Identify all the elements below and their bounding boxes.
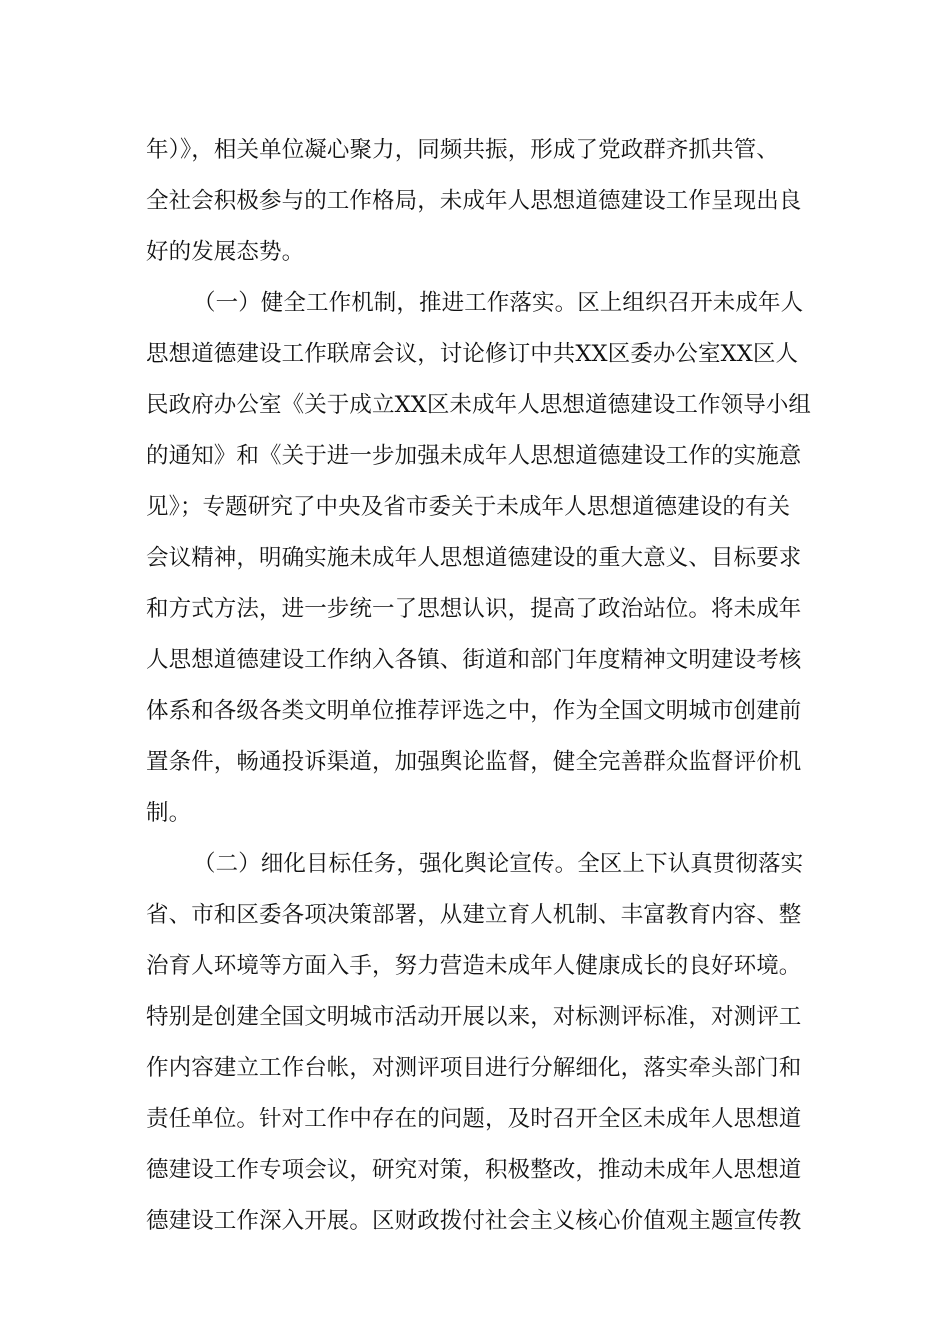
- text-line-11: 人思想道德建设工作纳入各镇、街道和部门年度精神文明建设考核: [146, 647, 802, 673]
- text-line-12: 体系和各级各类文明单位推荐评选之中，作为全国文明城市创建前: [146, 698, 802, 724]
- paragraph-heading-1: （一）健全工作机制，推进工作落实。区上组织召开未成年人: [193, 290, 804, 316]
- text-line-9: 会议精神，明确实施未成年人思想道德建设的重大意义、目标要求: [146, 545, 802, 571]
- text-line-1: 年）》，相关单位凝心聚力，同频共振，形成了党政群齐抓共管、: [146, 137, 779, 163]
- text-line-22: 德建设工作深入开展。区财政拨付社会主义核心价值观主题宣传教: [146, 1208, 802, 1234]
- text-line-2: 全社会积极参与的工作格局，未成年人思想道德建设工作呈现出良: [146, 188, 802, 214]
- text-line-21: 德建设工作专项会议，研究对策，积极整改，推动未成年人思想道: [146, 1157, 802, 1183]
- text-line-16: 省、市和区委各项决策部署，从建立育人机制、丰富教育内容、整: [146, 902, 802, 928]
- text-line-10: 和方式方法，进一步统一了思想认识，提高了政治站位。将未成年: [146, 596, 802, 622]
- text-line-6: 民政府办公室《关于成立XX区未成年人思想道德建设工作领导小组: [146, 392, 812, 418]
- text-line-5: 思想道德建设工作联席会议，讨论修订中共XX区委办公室XX区人: [146, 341, 799, 367]
- text-line-17: 治育人环境等方面入手，努力营造未成年人健康成长的良好环境。: [146, 953, 802, 979]
- text-line-8: 见》；专题研究了中央及省市委关于未成年人思想道德建设的有关: [146, 494, 791, 520]
- text-line-20: 责任单位。针对工作中存在的问题，及时召开全区未成年人思想道: [146, 1106, 802, 1132]
- text-line-7: 的通知》和《关于进一步加强未成年人思想道德建设工作的实施意: [146, 443, 802, 469]
- text-line-3: 好的发展态势。: [146, 239, 305, 265]
- text-line-13: 置条件，畅通投诉渠道，加强舆论监督，健全完善群众监督评价机: [146, 749, 802, 775]
- text-line-18: 特别是创建全国文明城市活动开展以来，对标测评标准，对测评工: [146, 1004, 802, 1030]
- text-line-19: 作内容建立工作台帐，对测评项目进行分解细化，落实牵头部门和: [146, 1055, 802, 1081]
- paragraph-heading-2: （二）细化目标任务，强化舆论宣传。全区上下认真贯彻落实: [193, 851, 804, 877]
- text-line-14: 制。: [146, 800, 192, 826]
